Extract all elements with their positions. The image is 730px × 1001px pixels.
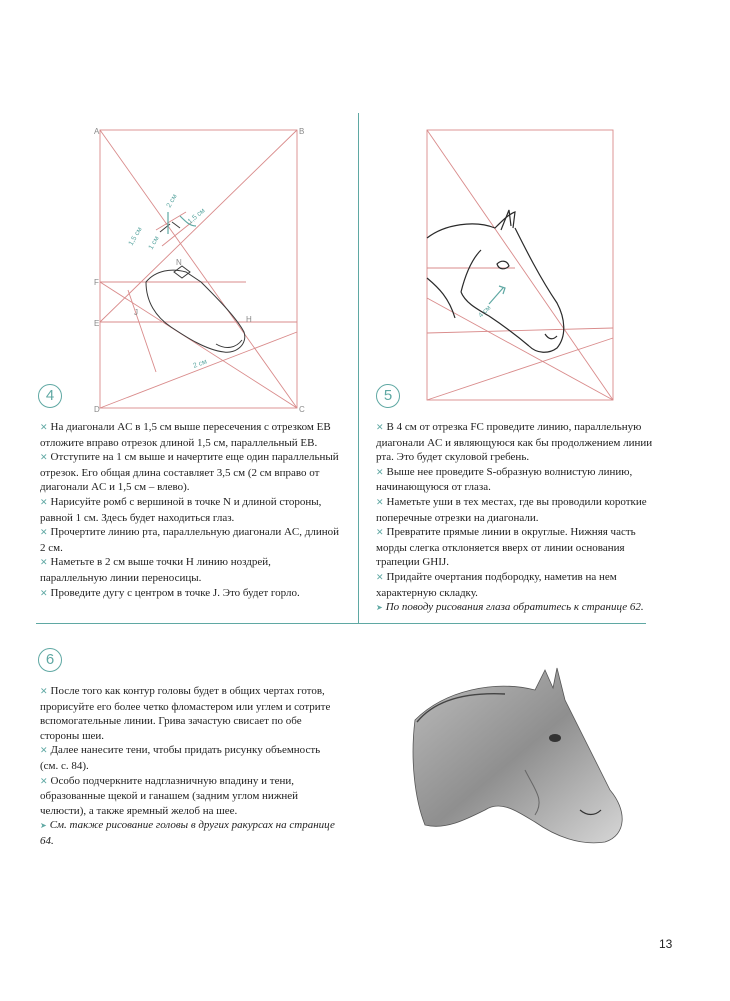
- point-c-label: C: [299, 405, 305, 414]
- measure-label: 1,5 см: [186, 207, 207, 226]
- point-e-label: E: [94, 319, 100, 328]
- measure-label: 2 см: [192, 358, 208, 370]
- point-f-label: F: [94, 278, 99, 287]
- column-divider: [358, 113, 359, 623]
- note: ➤ См. также рисование головы в других ракурсах на странице 64.: [40, 819, 335, 847]
- list-item: ✕ Проведите дугу с центром в точке J. Это будет горло.: [40, 586, 300, 599]
- list-item: ✕ Отступите на 1 см выше и начертите еще один параллельный отрезок. Его общая длина составляет 3,5 см (2 см вправо от диагонали AC и 1,5 см – влево).: [40, 451, 339, 494]
- step-4-text: [40, 420, 340, 601]
- step-4-badge: 4: [38, 384, 62, 408]
- list-item: ✕ После того как контур головы будет в общих чертах готов, прорисуйте его более четко фломастером или углем и сотрите вспомогательные линии. Грива зачастую свисает по обе стороны шеи.: [40, 685, 331, 742]
- list-item: ✕ Выше нее проведите S-образную волнистую линию, начинающуюся от глаза.: [376, 465, 633, 494]
- figure-4-construction: [86, 122, 316, 414]
- list-item: ✕ Нарисуйте ромб с вершиной в точке N и длиной стороны, равной 1 см. Здесь будет находиться глаз.: [40, 495, 322, 524]
- measure-label: 1,5 см: [127, 226, 144, 247]
- section-divider: [36, 623, 646, 624]
- figure-5-outline: [425, 128, 615, 402]
- measure-label: 1 см: [147, 235, 161, 251]
- list-item: ✕ Особо подчеркните надглазничную впадину и тени, образованные щекой и ганашем (задним углом нижней челюсти), а также яремный желоб на шее.: [40, 774, 299, 817]
- note: ➤ По поводу рисования глаза обратитесь к странице 62.: [376, 601, 644, 614]
- step-5-text: [376, 420, 666, 616]
- list-item: ✕ Далее нанесите тени, чтобы придать рисунку объемность (см. с. 84).: [40, 744, 321, 772]
- step-6-badge: 6: [38, 648, 62, 672]
- point-d-label: D: [94, 405, 100, 414]
- point-a-label: A: [94, 127, 100, 136]
- list-item: ✕ На диагонали AC в 1,5 см выше пересечения с отрезком EB отложите вправо отрезок длиной 1,5 см, параллельный EB.: [40, 421, 331, 449]
- list-item: ✕ Наметьте уши в тех местах, где вы проводили короткие поперечные отрезки на диагонали.: [376, 495, 647, 524]
- step-5-badge: 5: [376, 384, 400, 408]
- point-b-label: B: [299, 127, 305, 136]
- page-number: 13: [659, 937, 673, 951]
- figure-6-shaded-head: [405, 660, 640, 860]
- point-n-label: N: [176, 258, 182, 267]
- list-item: ✕ В 4 см от отрезка FC проведите линию, параллельную диагонали AC и являющуюся как бы продолжением линии рта. Это будет скуловой гребень.: [376, 421, 653, 464]
- list-item: ✕ Наметьте в 2 см выше точки H линию ноздрей, параллельную линии переносицы.: [40, 556, 271, 584]
- point-h-label: H: [246, 315, 252, 324]
- measure-label: 4 см: [477, 304, 493, 320]
- point-j-label: J: [134, 308, 138, 317]
- list-item: ✕ Прочертите линию рта, параллельную диагонали AC, длиной 2 см.: [40, 526, 339, 554]
- measure-label: 2 см: [165, 193, 179, 209]
- list-item: ✕ Превратите прямые линии в округлые. Нижняя часть морды слегка отклоняется вверх от линии основания трапеции GHIJ.: [376, 526, 636, 569]
- step-6-text: [40, 684, 336, 849]
- list-item: ✕ Придайте очертания подбородку, наметив на нем характерную складку.: [376, 570, 617, 599]
